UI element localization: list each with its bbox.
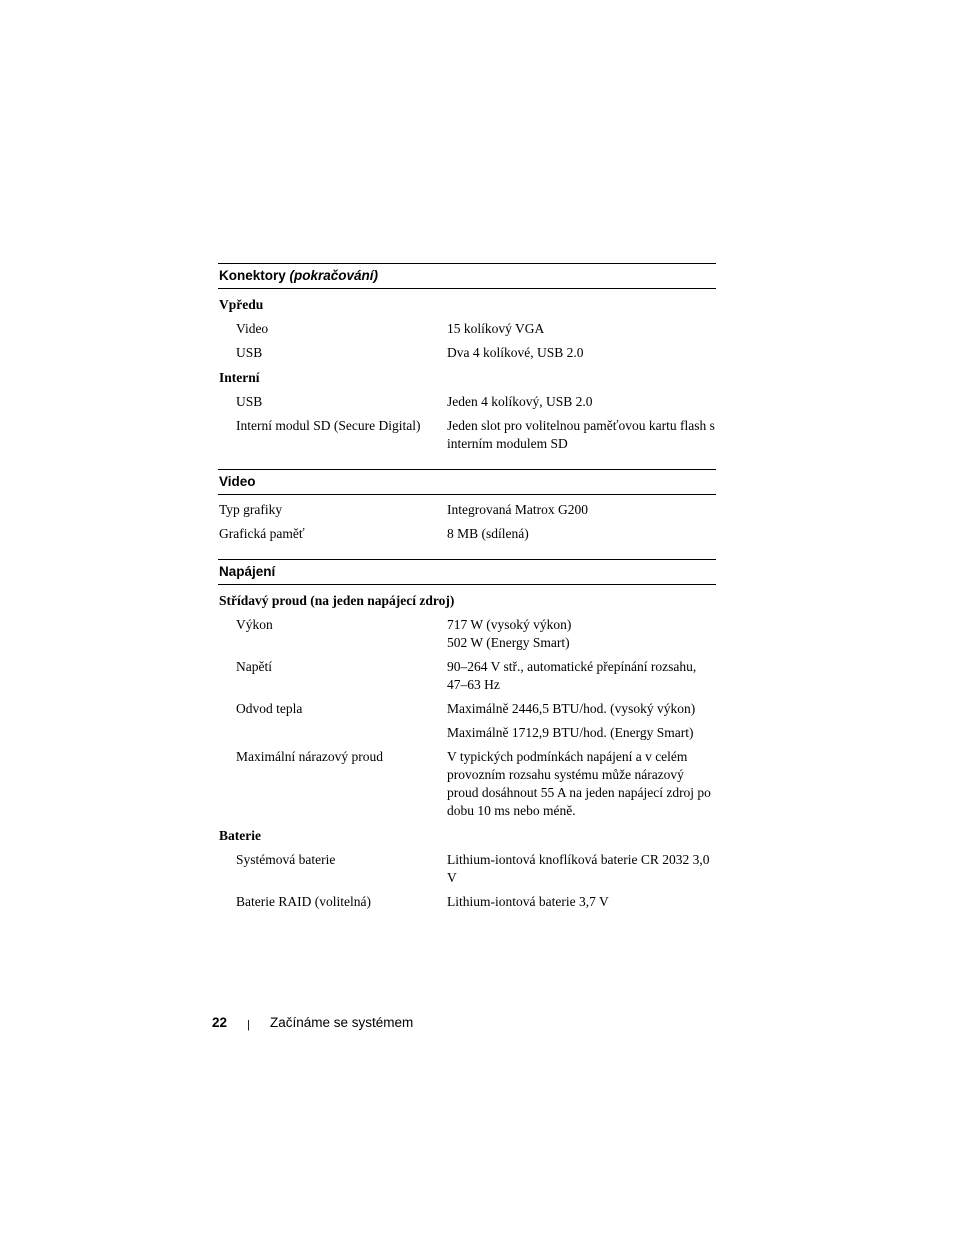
spec-label: Systémová baterie xyxy=(236,852,336,867)
spec-row xyxy=(218,887,716,911)
spec-row xyxy=(218,411,716,453)
footer-separator: | xyxy=(247,1019,250,1031)
spec-value: Jeden slot pro volitelnou paměťovou kartu flash s interním modulem SD xyxy=(447,418,715,451)
spec-section xyxy=(218,559,716,911)
spec-value: V typických podmínkách napájení a v celém provozním rozsahu systému může nárazový proud dosáhnout 55 A na jeden napájecí zdroj po dobu 10 ms nebo méně. xyxy=(447,749,711,818)
spec-row xyxy=(218,610,716,652)
spec-label: Výkon xyxy=(236,617,273,632)
spec-row xyxy=(218,387,716,411)
spec-label: Video xyxy=(236,321,269,336)
spec-value: 15 kolíkový VGA xyxy=(447,321,545,336)
spec-row xyxy=(218,519,716,543)
section-title: Video xyxy=(219,474,256,489)
spec-row xyxy=(218,652,716,694)
section-title: Konektory xyxy=(219,268,286,283)
spec-value-cell xyxy=(447,525,716,543)
spec-value-cell xyxy=(447,320,716,338)
section-title: Napájení xyxy=(219,564,276,579)
spec-value-cell xyxy=(447,893,716,911)
spec-value: Maximálně 1712,9 BTU/hod. (Energy Smart) xyxy=(447,725,694,740)
spec-row xyxy=(218,742,716,820)
spec-value-cell xyxy=(447,393,716,411)
spec-section xyxy=(218,469,716,543)
spec-row xyxy=(218,338,716,362)
spec-value: Jeden 4 kolíkový, USB 2.0 xyxy=(447,394,593,409)
spec-value-cell xyxy=(447,658,716,694)
spec-value: 90–264 V stř., automatické přepínání rozsahu, 47–63 Hz xyxy=(447,659,697,692)
spec-label: USB xyxy=(236,345,263,360)
spec-label: Grafická paměť xyxy=(219,526,305,541)
spec-label: Maximální nárazový proud xyxy=(236,749,383,764)
spec-value-cell xyxy=(447,700,716,742)
spec-value-cell xyxy=(447,344,716,362)
spec-label: Odvod tepla xyxy=(236,701,303,716)
spec-value-cell xyxy=(447,748,716,820)
spec-row xyxy=(218,495,716,519)
spec-value: Lithium-iontová baterie 3,7 V xyxy=(447,894,609,909)
spec-row xyxy=(218,845,716,887)
spec-table xyxy=(218,263,716,927)
spec-label: Napětí xyxy=(236,659,272,674)
section-title-continued: (pokračování) xyxy=(289,268,379,283)
section-heading xyxy=(218,263,716,289)
spec-label: Typ grafiky xyxy=(219,502,283,517)
spec-value-cell xyxy=(447,616,716,652)
spec-value-cell xyxy=(447,851,716,887)
section-heading xyxy=(218,469,716,495)
footer-title: Začínáme se systémem xyxy=(270,1015,414,1030)
group-subheading: Vpředu xyxy=(219,297,264,312)
spec-label: Interní modul SD (Secure Digital) xyxy=(236,418,421,433)
spec-value: Lithium-iontová knoflíková baterie CR 2032 3,0 V xyxy=(447,852,710,885)
spec-value: Dva 4 kolíkové, USB 2.0 xyxy=(447,345,584,360)
spec-value: 717 W (vysoký výkon) 502 W (Energy Smart) xyxy=(447,617,572,650)
spec-row xyxy=(218,314,716,338)
spec-row xyxy=(218,694,716,742)
spec-label: USB xyxy=(236,394,263,409)
spec-section xyxy=(218,263,716,453)
group-subheading: Interní xyxy=(219,370,260,385)
spec-label: Baterie RAID (volitelná) xyxy=(236,894,371,909)
spec-value: 8 MB (sdílená) xyxy=(447,526,529,541)
spec-value-cell xyxy=(447,501,716,519)
page-number: 22 xyxy=(212,1015,228,1030)
spec-value: Maximálně 2446,5 BTU/hod. (vysoký výkon) xyxy=(447,701,696,716)
spec-value: Integrovaná Matrox G200 xyxy=(447,502,588,517)
group-subheading: Střídavý proud (na jeden napájecí zdroj) xyxy=(219,593,455,608)
group-subheading: Baterie xyxy=(219,828,261,843)
section-heading xyxy=(218,559,716,585)
spec-value-cell xyxy=(447,417,716,453)
